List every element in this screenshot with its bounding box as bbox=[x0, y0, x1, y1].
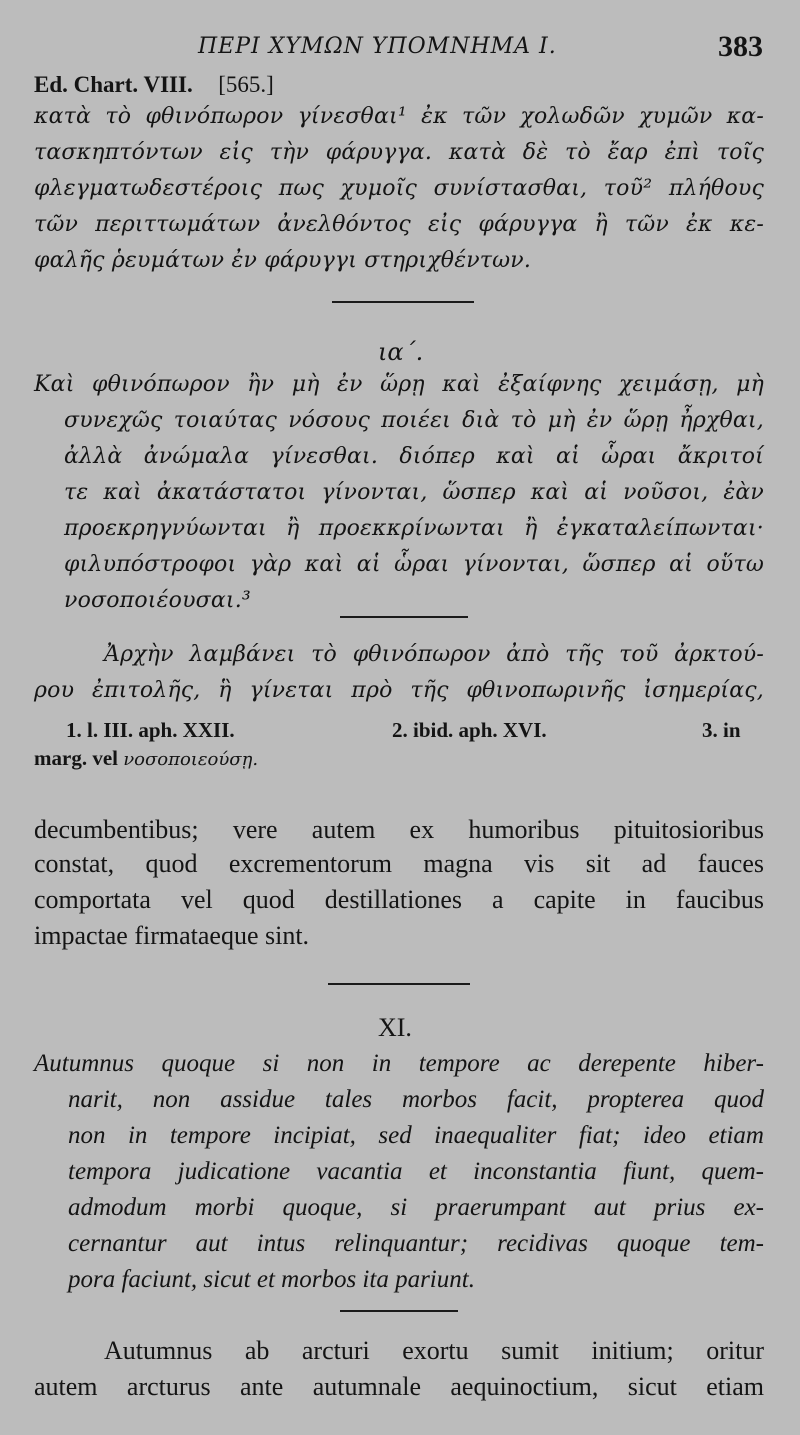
footnote-2: 2. ibid. aph. XVI. bbox=[392, 718, 547, 742]
greek-commentary-line: φαλῆς ῥευμάτων ἐν φάρυγγι στηριχθέντων. bbox=[34, 248, 532, 273]
greek-commentary-line: ρου ἐπιτολῆς, ἣ γίνεται πρὸ τῆς φθινοπωρινῆς ἰσημερίας, bbox=[34, 678, 764, 703]
footnote-3-continuation bbox=[34, 746, 258, 771]
greek-aphorism-line: προεκρηγνύωνται ἢ προεκκρίνωνται ἢ ἐγκαταλείπωνται· bbox=[64, 516, 764, 541]
latin-commentary-line: comportata vel quod destillationes a capite in faucibus bbox=[34, 885, 764, 914]
latin-commentary-line: decumbentibus; vere autem ex humoribus pituitosioribus bbox=[34, 815, 764, 844]
greek-commentary-line: τασκηπτόντων εἰς τὴν φάρυγγα. κατὰ δὲ τὸ ἔαρ ἐπὶ τοῖς bbox=[34, 140, 764, 165]
footnote-3-greek: νοσοποιεούσῃ. bbox=[123, 749, 259, 770]
edition-reference bbox=[34, 72, 274, 98]
footnote-3-label: marg. vel bbox=[34, 746, 118, 770]
latin-aphorism-line: admodum morbi quoque, si praerumpant aut prius ex- bbox=[68, 1194, 764, 1221]
greek-commentary-line: κατὰ τὸ φθινόπωρον γίνεσθαι¹ ἐκ τῶν χολωδῶν χυμῶν κα- bbox=[34, 104, 764, 129]
greek-aphorism-line: τε καὶ ἀκατάστατοι γίνονται, ὥσπερ καὶ αἱ νοῦσοι, ἐὰν bbox=[64, 480, 764, 505]
greek-aphorism-line: Καὶ φθινόπωρον ἢν μὴ ἐν ὥρῃ καὶ ἐξαίφνης χειμάσῃ, μὴ bbox=[34, 372, 764, 397]
greek-aphorism-line: ἀλλὰ ἀνώμαλα γίνεσθαι. διόπερ καὶ αἱ ὧραι ἄκριτοί bbox=[64, 444, 764, 469]
footnote-1: 1. l. III. aph. XXII. bbox=[66, 718, 235, 742]
greek-commentary-line: φλεγματωδεστέροις πως χυμοῖς συνίστασθαι, τοῦ² πλήθους bbox=[34, 176, 764, 201]
greek-aphorism-line: συνεχῶς τοιαύτας νόσους ποιέει διὰ τὸ μὴ ἐν ὥρῃ ἦρχθαι, bbox=[64, 408, 764, 433]
edition-label: Ed. Chart. VIII. bbox=[34, 72, 193, 97]
section-divider bbox=[328, 983, 470, 985]
latin-commentary-line: constat, quod excrementorum magna vis sit ad fauces bbox=[34, 849, 764, 878]
latin-commentary-line: Autumnus ab arcturi exortu sumit initium; oritur bbox=[104, 1336, 764, 1365]
greek-commentary-line: τῶν περιττωμάτων ἀνελθόντος εἰς φάρυγγα ἢ τῶν ἐκ κε- bbox=[34, 212, 764, 237]
footnote-3: 3. in bbox=[702, 718, 741, 742]
latin-commentary-line: impactae firmataeque sint. bbox=[34, 921, 310, 950]
greek-aphorism-line: νοσοποιέουσαι.³ bbox=[64, 588, 251, 613]
latin-aphorism-line: Autumnus quoque si non in tempore ac derepente hiber- bbox=[34, 1050, 764, 1077]
greek-commentary-line: Ἀρχὴν λαμβάνει τὸ φθινόπωρον ἀπὸ τῆς τοῦ ἀρκτού- bbox=[104, 642, 764, 667]
page-number: 383 bbox=[718, 30, 763, 63]
latin-aphorism-line: pora faciunt, sicut et morbos ita pariunt. bbox=[68, 1266, 475, 1293]
section-divider bbox=[340, 616, 468, 618]
section-divider bbox=[340, 1310, 458, 1312]
running-title: ΠΕΡΙ ΧΥΜΩΝ ΥΠΟΜΝΗΜΑ Ι. bbox=[198, 34, 557, 59]
latin-aphorism-line: cernantur aut intus relinquantur; recidivas quoque tem- bbox=[68, 1230, 764, 1257]
latin-commentary-line: autem arcturus ante autumnale aequinoctium, sicut etiam bbox=[34, 1372, 764, 1401]
latin-aphorism-line: tempora judicatione vacantia et inconstantia fiunt, quem- bbox=[68, 1158, 764, 1185]
greek-aphorism-line: φιλυπόστροφοι γὰρ καὶ αἱ ὧραι γίνονται, ὥσπερ αἱ οὕτω bbox=[64, 552, 764, 577]
section-divider bbox=[332, 301, 474, 303]
greek-section-number: ια΄. bbox=[378, 338, 424, 366]
latin-section-number: XI. bbox=[378, 1013, 412, 1042]
edition-bracket: [565.] bbox=[218, 72, 274, 97]
latin-aphorism-line: non in tempore incipiat, sed inaequaliter fiat; ideo etiam bbox=[68, 1122, 764, 1149]
latin-aphorism-line: narit, non assidue tales morbos facit, propterea quod bbox=[68, 1086, 764, 1113]
